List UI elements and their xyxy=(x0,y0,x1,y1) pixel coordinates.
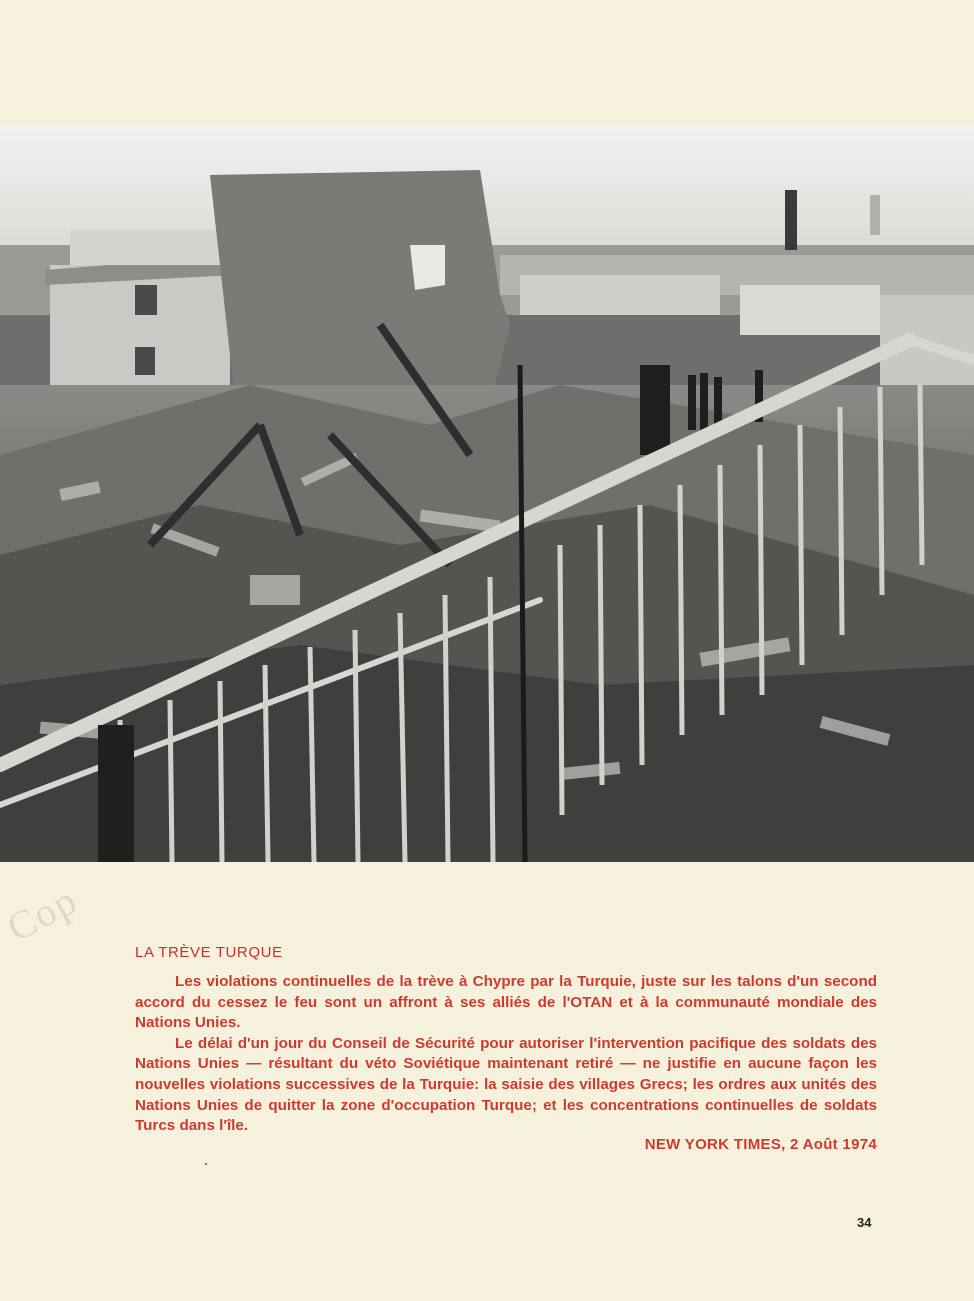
ruined-buildings-photo xyxy=(0,125,974,862)
caption-paragraph: Les violations continuelles de la trève à Chypre par la Turquie, juste sur les talons d'un second accord du cessez le feu sont un affront à ses alliés de l'OTAN et à la communauté mondiale des Nations Unies. xyxy=(135,973,877,1032)
caption-paragraph: Le délai d'un jour du Conseil de Sécurité pour autoriser l'intervention pacifique des soldats des Nations Unies — résultant du véto Soviétique maintenant retiré — ne justifie en aucune façon les nouvelles violations successives de la Turquie: la saisie des villages Grecs; les ordres aux unités des Nations Unies de quitter la zone d'occupation Turque; et les concentrations continuelles de soldats Turcs dans l'île. xyxy=(135,1034,877,1135)
caption-heading: LA TRÈVE TURQUE xyxy=(135,944,283,961)
print-speck xyxy=(205,1163,207,1165)
source-citation: NEW YORK TIMES, 2 Août 1974 xyxy=(644,1136,877,1153)
photo-illustration xyxy=(0,125,974,862)
page-number: 34 xyxy=(857,1215,872,1230)
caption-body xyxy=(135,972,877,1137)
faint-watermark: Cop xyxy=(0,876,85,951)
